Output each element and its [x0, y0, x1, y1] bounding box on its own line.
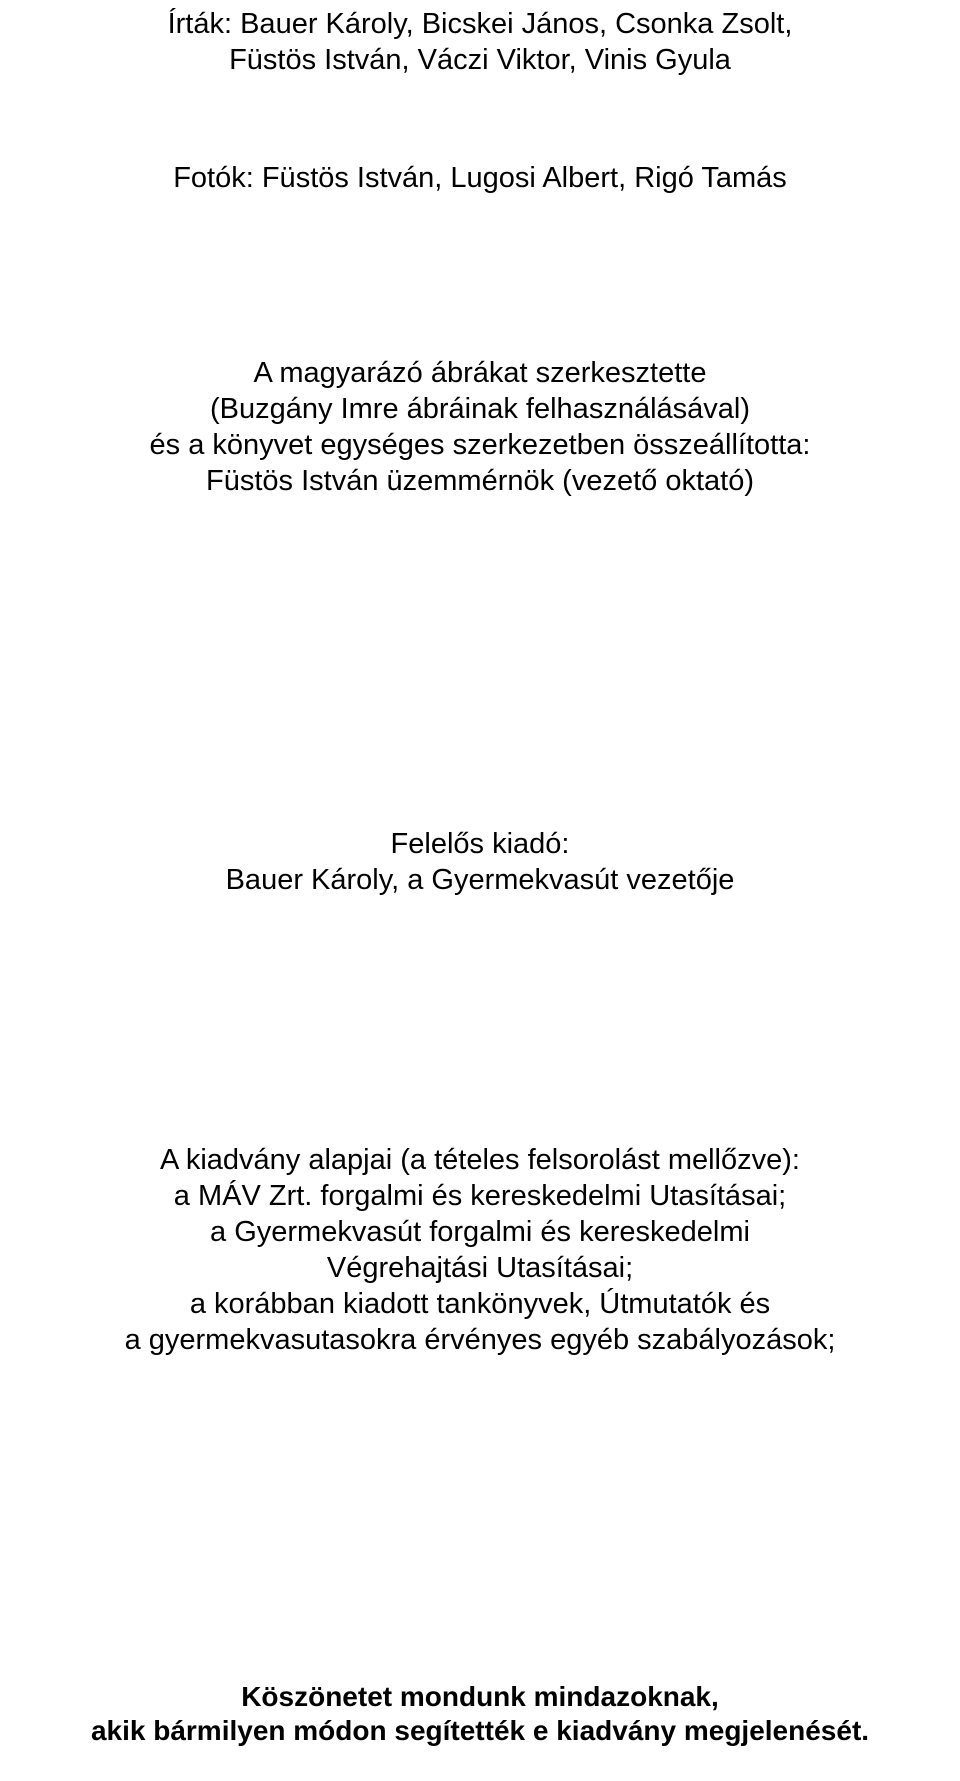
publication-basis [0, 1142, 960, 1358]
basis-line-4: Végrehajtási Utasításai; [326, 1252, 634, 1284]
publisher-line-2: Bauer Károly, a Gyermekvasút vezetője [225, 864, 735, 896]
publisher-line-1: Felelős kiadó: [390, 828, 570, 860]
editor-credit [0, 355, 960, 499]
basis-line-6: a gyermekvasutasokra érvényes egyéb szabályozások; [124, 1324, 836, 1356]
basis-line-5: a korábban kiadott tankönyvek, Útmutatók és [189, 1288, 771, 1320]
photos-credit [0, 160, 960, 196]
photos-line-1: Fotók: Füstös István, Lugosi Albert, Rigó Tamás [173, 162, 787, 194]
publisher-credit [0, 826, 960, 898]
editor-line-4: Füstös István üzemmérnök (vezető oktató) [206, 465, 754, 497]
thanks-line-1: Köszönetet mondunk mindazoknak, [241, 1681, 719, 1712]
authors-credit [0, 6, 960, 78]
editor-line-1: A magyarázó ábrákat szerkesztette [253, 357, 707, 389]
basis-line-3: a Gyermekvasút forgalmi és kereskedelmi [210, 1216, 750, 1248]
basis-line-2: a MÁV Zrt. forgalmi és kereskedelmi Utasításai; [173, 1180, 787, 1212]
authors-line-1: Írták: Bauer Károly, Bicskei János, Csonka Zsolt, [167, 8, 793, 40]
editor-line-2: (Buzgány Imre ábráinak felhasználásával) [210, 393, 750, 425]
authors-line-2: Füstös István, Váczi Viktor, Vinis Gyula [229, 44, 731, 76]
basis-line-1: A kiadvány alapjai (a tételes felsorolást mellőzve): [160, 1144, 800, 1176]
thanks-line-2: akik bármilyen módon segítették e kiadvány megjelenését. [90, 1715, 870, 1746]
acknowledgement [0, 1680, 960, 1748]
editor-line-3: és a könyvet egységes szerkezetben összeállította: [149, 429, 811, 461]
